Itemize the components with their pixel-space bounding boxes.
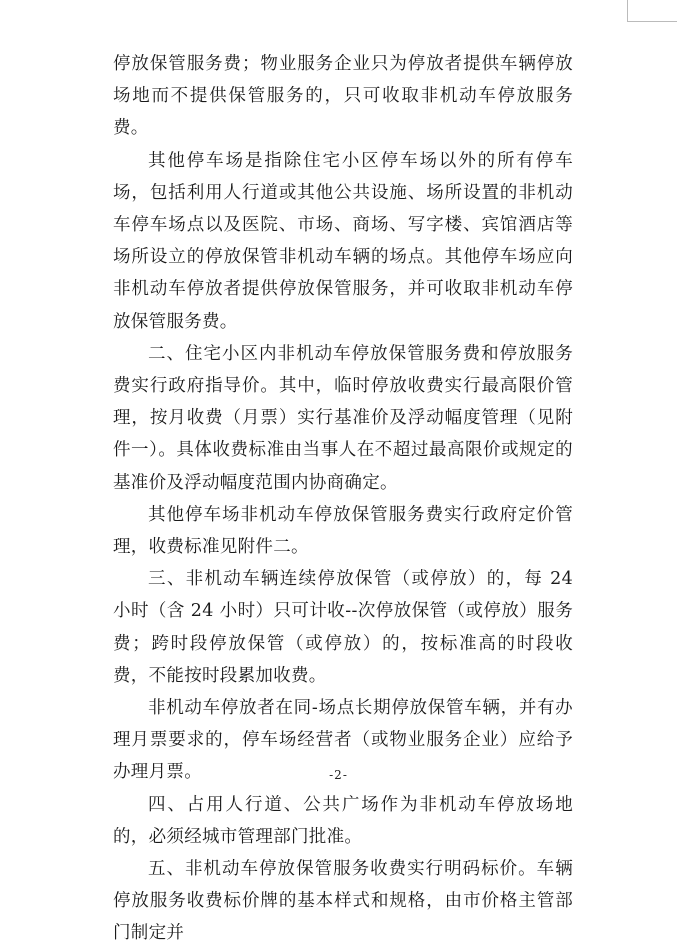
document-body (113, 48, 573, 950)
paragraph-continuation: 停放保管服务费；物业服务企业只为停放者提供车辆停放场地而不提供保管服务的，只可收取非机动车停放服务费。 (113, 54, 573, 139)
paragraph-section-three: 三、非机动车辆连续停放保管（或停放）的，每 24 小时（含 24 小时）只可计收--次停放保管（或停放）服务费；跨时段停放保管（或停放）的，按标准高的时段收费，不能按时段累加收费。 (113, 569, 573, 686)
paragraph-section-four: 四、占用人行道、公共广场作为非机动车停放场地的，必须经城市管理部门批准。 (113, 794, 573, 847)
page-corner-mark (627, 0, 677, 22)
paragraph-monthly-ticket: 非机动车停放者在同-场点长期停放保管车辆，并有办理月票要求的，停车场经营者（或物业服务企业）应给予办理月票。 (113, 698, 573, 783)
paragraph-section-five: 五、非机动车停放保管服务收费实行明码标价。车辆停放服务收费标价牌的基本样式和规格，由市价格主管部门制定并 (113, 859, 573, 944)
paragraph-other-parking-pricing: 其他停车场非机动车停放保管服务费实行政府定价管理，收费标准见附件二。 (113, 504, 573, 558)
page-number: -2- (329, 768, 348, 782)
paragraph-other-parking-definition: 其他停车场是指除住宅小区停车场以外的所有停车场，包括利用人行道或其他公共设施、场所设置的非机动车停车场点以及医院、市场、商场、写字楼、宾馆酒店等场所设立的停放保管非机动车辆的场点。其他停车场应向非机动车停放者提供停放保管服务，并可收取非机动车停放保管服务费。 (113, 150, 573, 332)
paragraph-section-two: 二、住宅小区内非机动车停放保管服务费和停放服务费实行政府指导价。其中，临时停放收费实行最高限价管理，按月收费（月票）实行基准价及浮动幅度管理（见附件一）。具体收费标准由当事人在不超过最高限价或规定的基准价及浮动幅度范围内协商确定。 (113, 343, 573, 493)
